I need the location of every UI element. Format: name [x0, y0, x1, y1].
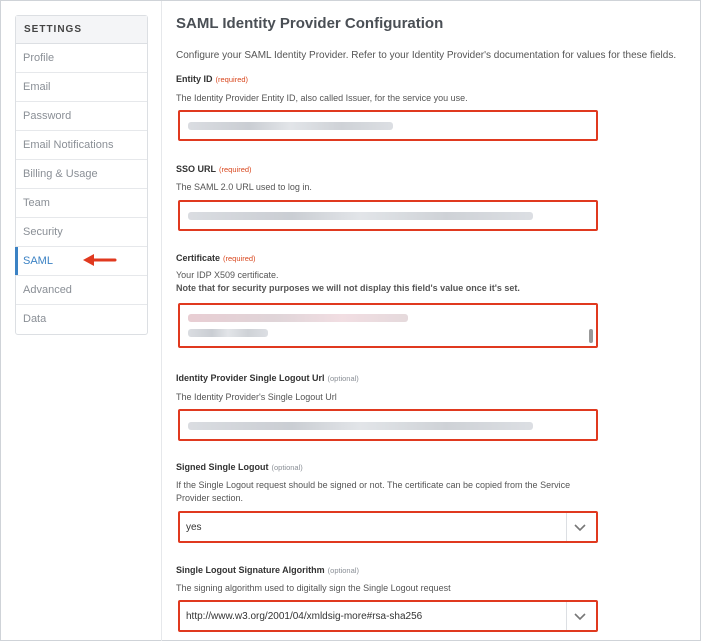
- entity-id-input[interactable]: [178, 110, 598, 141]
- entity-id-label: [176, 74, 248, 84]
- slo-algorithm-label: [176, 565, 359, 575]
- sidebar-item-team[interactable]: Team: [16, 189, 147, 218]
- entity-id-label-text: Entity ID: [176, 74, 213, 84]
- redacted-value: [188, 329, 268, 337]
- slo-url-input[interactable]: [178, 409, 598, 441]
- sidebar-item-email-notifications[interactable]: Email Notifications: [16, 131, 147, 160]
- required-tag: (required): [219, 165, 252, 174]
- slo-algorithm-select[interactable]: [178, 600, 598, 632]
- slo-algorithm-label-text: Single Logout Signature Algorithm: [176, 565, 325, 575]
- required-tag: (required): [223, 254, 256, 263]
- slo-algorithm-value: http://www.w3.org/2001/04/xmldsig-more#rsa-sha256: [186, 611, 423, 622]
- certificate-label-text: Certificate: [176, 253, 221, 263]
- signed-slo-label: [176, 462, 303, 472]
- sidebar-header: SETTINGS: [16, 16, 147, 44]
- chevron-down-icon[interactable]: [574, 522, 586, 532]
- required-tag: (required): [215, 75, 249, 84]
- settings-sidebar: [15, 15, 148, 335]
- sso-url-desc: The SAML 2.0 URL used to log in.: [176, 182, 312, 192]
- sidebar-item-security[interactable]: Security: [16, 218, 147, 247]
- signed-slo-select[interactable]: [178, 511, 598, 543]
- page-title: SAML Identity Provider Configuration: [176, 15, 444, 32]
- chevron-down-icon[interactable]: [574, 611, 586, 621]
- certificate-desc-text: Your IDP X509 certificate.: [176, 270, 279, 280]
- sidebar-item-billing-usage[interactable]: Billing & Usage: [16, 160, 147, 189]
- signed-slo-label-text: Signed Single Logout: [176, 462, 269, 472]
- textarea-scrollbar[interactable]: [589, 329, 593, 343]
- certificate-textarea[interactable]: [178, 303, 598, 348]
- slo-url-label-text: Identity Provider Single Logout Url: [176, 373, 325, 383]
- sso-url-input[interactable]: [178, 200, 598, 231]
- redacted-value: [188, 314, 408, 322]
- redacted-value: [188, 422, 533, 430]
- sidebar-item-data[interactable]: Data: [23, 313, 47, 325]
- sso-url-label: [176, 164, 252, 174]
- sidebar-item-password[interactable]: Password: [16, 102, 147, 131]
- saml-config-panel: [161, 1, 701, 641]
- certificate-label: [176, 253, 256, 263]
- annotation-arrow-icon: [81, 250, 117, 270]
- sidebar-item-saml[interactable]: SAML: [16, 247, 147, 276]
- redacted-value: [188, 212, 533, 220]
- signed-slo-desc: If the Single Logout request should be signed or not. The certificate can be copied from the Service Provider section.: [176, 480, 571, 503]
- sidebar-item-advanced[interactable]: Advanced: [16, 276, 147, 305]
- select-divider: [566, 513, 567, 541]
- slo-url-desc: The Identity Provider's Single Logout Url: [176, 392, 337, 402]
- sidebar-item-email[interactable]: Email: [16, 73, 147, 102]
- redacted-value: [188, 122, 393, 130]
- sso-url-label-text: SSO URL: [176, 164, 217, 174]
- signed-slo-value: yes: [186, 522, 202, 533]
- certificate-desc: [176, 269, 606, 295]
- slo-algorithm-desc: The signing algorithm used to digitally sign the Single Logout request: [176, 583, 451, 593]
- certificate-security-note: Note that for security purposes we will not display this field's value once it's set.: [176, 283, 520, 293]
- entity-id-desc: The Identity Provider Entity ID, also called Issuer, for the service you use.: [176, 93, 468, 103]
- optional-tag: (optional): [327, 374, 359, 383]
- sidebar-item-profile[interactable]: Profile: [16, 44, 147, 73]
- optional-tag: (optional): [271, 463, 303, 472]
- slo-url-label: [176, 373, 359, 383]
- intro-text: Configure your SAML Identity Provider. Refer to your Identity Provider's documentation for values for these fields.: [176, 50, 677, 61]
- select-divider: [566, 602, 567, 630]
- optional-tag: (optional): [327, 566, 359, 575]
